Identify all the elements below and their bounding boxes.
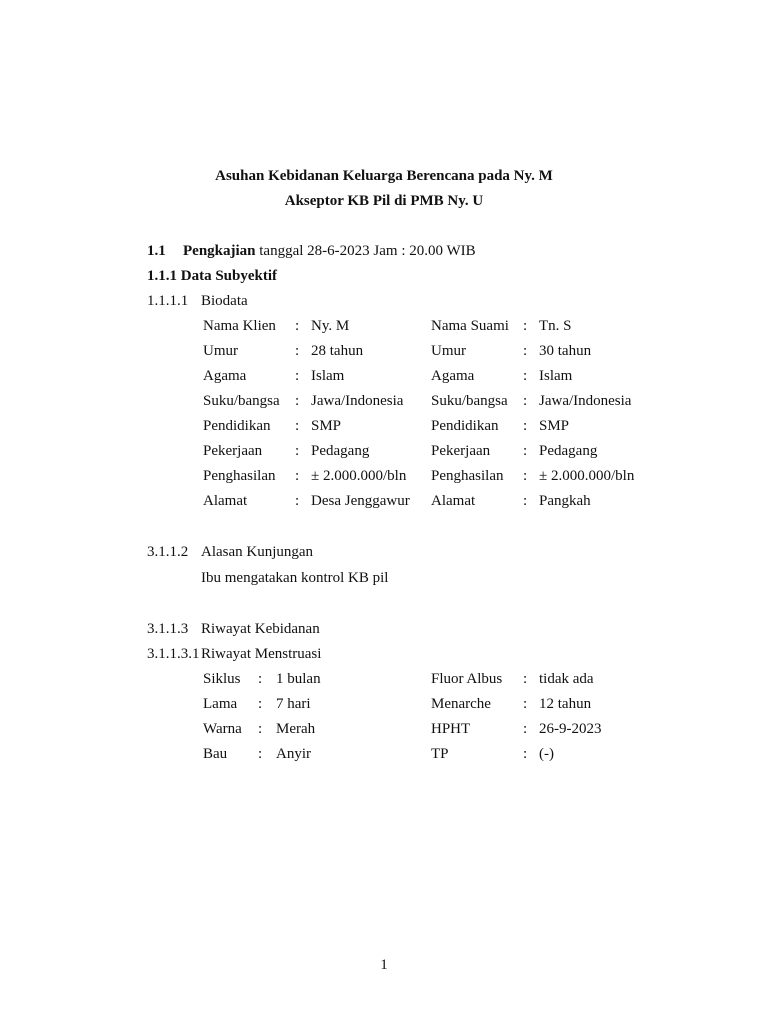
riwayat-kebidanan-number: 3.1.1.3 [147, 621, 189, 637]
biodata-klien-value: Jawa/Indonesia [311, 393, 404, 409]
biodata-separator: : [523, 368, 528, 384]
biodata-suami-label: Nama Suami [431, 318, 509, 334]
menstruasi-right-label: HPHT [431, 721, 471, 737]
menstruasi-separator: : [258, 671, 263, 687]
menstruasi-left-label: Warna [203, 721, 242, 737]
biodata-separator: : [523, 493, 528, 509]
menstruasi-right-label: Menarche [431, 696, 491, 712]
biodata-separator: : [295, 318, 300, 334]
biodata-klien-value: Ny. M [311, 318, 350, 334]
biodata-klien-label: Nama Klien [203, 318, 276, 334]
biodata-separator: : [295, 418, 300, 434]
menstruasi-left-label: Bau [203, 746, 228, 762]
biodata-suami-value: Jawa/Indonesia [539, 393, 632, 409]
biodata-klien-label: Alamat [203, 493, 248, 509]
biodata-klien-label: Pekerjaan [203, 443, 263, 459]
menstruasi-number: 3.1.1.3.1 [147, 646, 200, 662]
menstruasi-separator: : [258, 696, 263, 712]
menstruasi-right-value: tidak ada [539, 671, 594, 687]
subsubsection-number: 1.1.1.1 [147, 293, 189, 309]
menstruasi-right-value: 26-9-2023 [539, 721, 602, 737]
menstruasi-left-label: Siklus [203, 671, 241, 687]
biodata-suami-label: Pekerjaan [431, 443, 491, 459]
biodata-separator: : [295, 443, 300, 459]
biodata-suami-label: Suku/bangsa [431, 393, 508, 409]
section-heading-pengkajian [183, 244, 476, 259]
menstruasi-separator: : [523, 671, 528, 687]
menstruasi-title: Riwayat Menstruasi [201, 646, 322, 662]
alasan-text: Ibu mengatakan kontrol KB pil [201, 570, 389, 586]
biodata-suami-value: Pangkah [539, 493, 591, 509]
biodata-klien-value: SMP [311, 418, 342, 434]
alasan-number: 3.1.1.2 [147, 544, 189, 560]
menstruasi-left-value: 1 bulan [276, 671, 321, 687]
document-title-line-2: Akseptor KB Pil di PMB Ny. U [284, 193, 484, 209]
biodata-separator: : [523, 343, 528, 359]
biodata-separator: : [523, 393, 528, 409]
biodata-suami-label: Agama [431, 368, 475, 384]
biodata-suami-label: Alamat [431, 493, 476, 509]
biodata-klien-value: 28 tahun [311, 343, 364, 359]
biodata-klien-label: Umur [203, 343, 238, 359]
biodata-suami-label: Pendidikan [431, 418, 499, 434]
biodata-suami-value: 30 tahun [539, 343, 592, 359]
menstruasi-left-value: Merah [276, 721, 316, 737]
biodata-separator: : [295, 368, 300, 384]
menstruasi-separator: : [523, 696, 528, 712]
heading-date-time: tanggal 28-6-2023 Jam : 20.00 WIB [255, 243, 476, 259]
biodata-klien-label: Penghasilan [203, 468, 276, 484]
section-number: 1.1 [147, 243, 166, 259]
menstruasi-left-value: Anyir [276, 746, 311, 762]
biodata-separator: : [295, 493, 300, 509]
biodata-separator: : [523, 443, 528, 459]
biodata-separator: : [523, 468, 528, 484]
menstruasi-right-label: TP [431, 746, 449, 762]
heading-bold-part: Pengkajian [183, 243, 256, 259]
riwayat-kebidanan-title: Riwayat Kebidanan [201, 621, 320, 637]
menstruasi-right-label: Fluor Albus [431, 671, 503, 687]
biodata-klien-value: ± 2.000.000/bln [311, 468, 407, 484]
menstruasi-separator: : [258, 721, 263, 737]
menstruasi-separator: : [523, 721, 528, 737]
biodata-separator: : [523, 318, 528, 334]
biodata-klien-label: Agama [203, 368, 247, 384]
biodata-separator: : [295, 393, 300, 409]
biodata-separator: : [295, 468, 300, 484]
biodata-klien-value: Pedagang [311, 443, 370, 459]
biodata-klien-value: Islam [311, 368, 345, 384]
biodata-suami-value: SMP [539, 418, 570, 434]
menstruasi-separator: : [523, 746, 528, 762]
biodata-suami-value: Tn. S [539, 318, 572, 334]
menstruasi-separator: : [258, 746, 263, 762]
biodata-separator: : [523, 418, 528, 434]
document-title-line-1: Asuhan Kebidanan Keluarga Berencana pada Ny. M [215, 168, 553, 184]
biodata-suami-label: Umur [431, 343, 466, 359]
biodata-klien-label: Pendidikan [203, 418, 271, 434]
menstruasi-left-label: Lama [203, 696, 238, 712]
page-number: 1 [380, 957, 388, 973]
biodata-klien-value: Desa Jenggawur [311, 493, 410, 509]
alasan-title: Alasan Kunjungan [201, 544, 314, 560]
menstruasi-right-value: 12 tahun [539, 696, 592, 712]
biodata-suami-value: Pedagang [539, 443, 598, 459]
biodata-separator: : [295, 343, 300, 359]
menstruasi-right-value: (-) [539, 746, 554, 762]
biodata-suami-label: Penghasilan [431, 468, 504, 484]
subsubsection-title: Biodata [201, 293, 248, 309]
menstruasi-left-value: 7 hari [276, 696, 311, 712]
biodata-klien-label: Suku/bangsa [203, 393, 280, 409]
biodata-suami-value: Islam [539, 368, 573, 384]
biodata-suami-value: ± 2.000.000/bln [539, 468, 635, 484]
subsection-heading-data-subyektif: 1.1.1 Data Subyektif [147, 268, 278, 284]
